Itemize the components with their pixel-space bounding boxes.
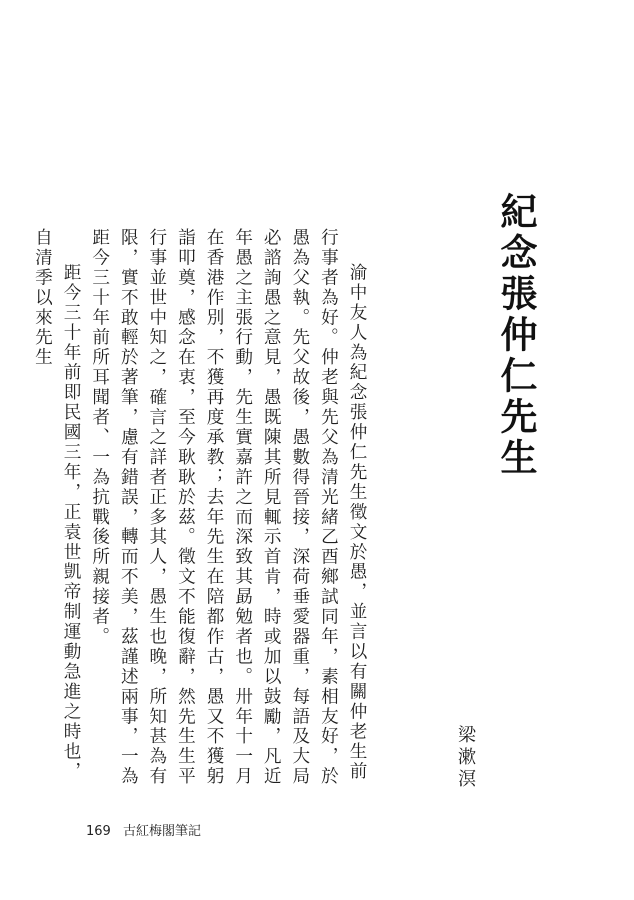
author-name: 梁漱溟 [455,725,476,791]
page-footer [86,820,201,839]
article-body [32,228,371,788]
book-title: 古紅梅閣筆記 [122,824,201,839]
article-title: 紀念張仲仁先生 [494,192,537,479]
page-number: 169 [86,824,111,839]
paragraph-1: 渝中友人為紀念張仲仁先生徵文於愚，並言以有關仲老生前行事者為好。仲老與先父為清光緒乙酉鄉試同年，素相友好，於愚為父執。先父故後，愚數得晉接，深荷垂愛器重，每語及大局必諮詢愚之意見，愚既陳其所見輒示首肯，時或加以鼓勵，凡近年愚之主張行動，先生實嘉許之而深致其勗勉者也。卅年十一月在香港作別，不獲再度承教；去年先生在陪都作古，愚又不獲躬詣叩奠，感念在衷，至今耿耿於茲。徵文不能復辭，然先生生平行事並世中知之，確言之詳者正多其人，愚生也晚，所知甚為有限，實不敢輕於著筆，慮有錯誤，轉而不美，茲謹述兩事，一為距今三十年前所耳聞者、一為抗戰後所親接者。 [89,228,367,787]
paragraph-2: 距今三十年前即民國三年，正袁世凱帝制運動急進之時也，自清季以來先生 [32,228,82,782]
